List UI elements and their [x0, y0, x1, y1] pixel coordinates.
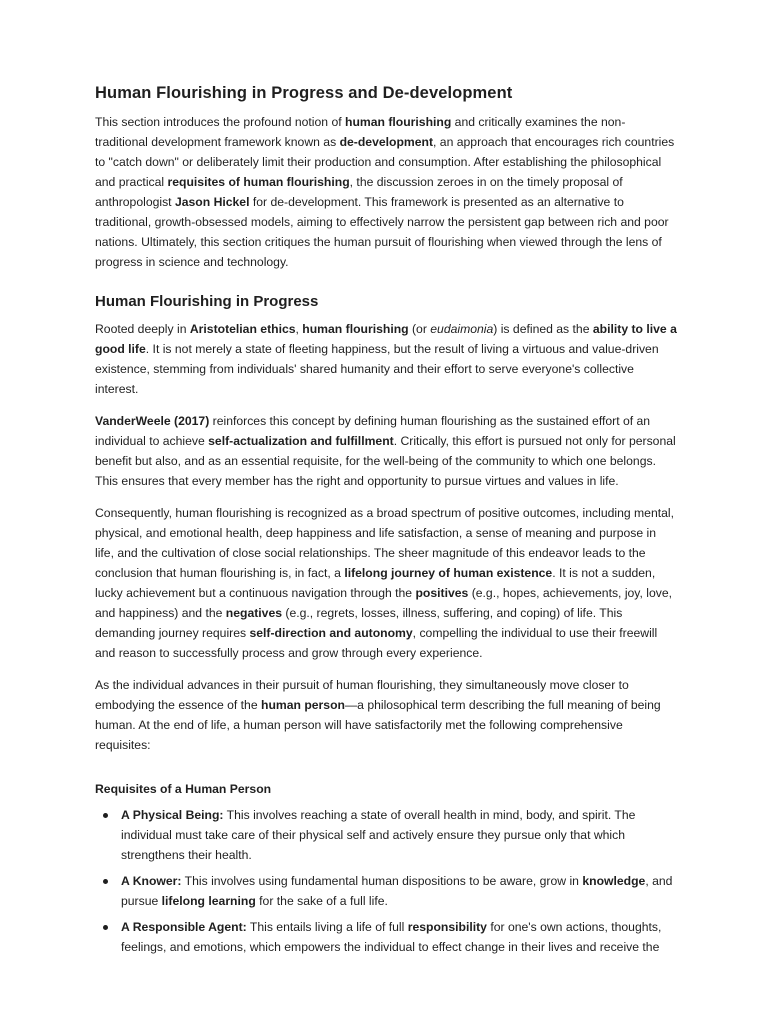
bullet-icon	[103, 879, 108, 884]
outcomes-paragraph: Consequently, human flourishing is recognized as a broad spectrum of positive outcomes, including mental, physical, and emotional health, deep happiness and life satisfaction, a sense of meaning and purpose in life, and the cultivation of close social relationships. The sheer magnitude of this endeavor leads to the conclusion that human flourishing is, in fact, a lifelong journey of human existence. It is not a sudden, lucky achievement but a continuous navigation through the positives (e.g., hopes, achievements, joy, love, and happiness) and the negatives (e.g., regrets, losses, illness, suffering, and coping) of life. This demanding journey requires self-direction and autonomy, compelling the individual to use their freewill and reason to successfully process and grow through every experience.	[95, 506, 674, 660]
section-title: Human Flourishing in Progress and De-development	[95, 84, 513, 102]
requisites-list	[95, 805, 678, 957]
list-item: A Responsible Agent: This entails living a life of full responsibility for one's own actions, thoughts, feelings, and emotions, which empowers the individual to effect change in their lives and receive the	[121, 917, 678, 957]
list-item: A Knower: This involves using fundamental human dispositions to be aware, grow in knowledge, and pursue lifelong learning for the sake of a full life.	[121, 871, 678, 911]
vanderweele-paragraph: VanderWeele (2017) reinforces this concept by defining human flourishing as the sustained effort of an individual to achieve self-actualization and fulfillment. Critically, this effort is pursued not only for personal benefit but also, and as an essential requisite, for the well-being of the community to which one belongs. This ensures that every member has the right and opportunity to pursue virtues and values in life.	[95, 414, 676, 488]
bullet-icon	[103, 925, 108, 930]
subsection-title: Human Flourishing in Progress	[95, 293, 319, 310]
requisites-heading: Requisites of a Human Person	[95, 782, 272, 796]
bullet-icon	[103, 813, 108, 818]
aristotle-paragraph: Rooted deeply in Aristotelian ethics, human flourishing (or eudaimonia) is defined as the ability to live a good life. It is not merely a state of fleeting happiness, but the result of living a virtuous and value-driven existence, stemming from individuals' shared humanity and their effort to serve everyone's collective interest.	[95, 322, 677, 396]
list-item: A Physical Being: This involves reaching a state of overall health in mind, body, and spirit. The individual must take care of their physical self and actively ensure they pursue only that which strengthens their health.	[121, 805, 678, 865]
intro-paragraph: This section introduces the profound notion of human flourishing and critically examines the non-traditional development framework known as de-development, an approach that encourages rich countries to "catch down" or deliberately limit their production and consumption. After establishing the philosophical and practical requisites of human flourishing, the discussion zeroes in on the timely proposal of anthropologist Jason Hickel for de-development. This framework is presented as an alternative to traditional, growth-obsessed models, aiming to effectively narrow the persistent gap between rich and poor nations. Ultimately, this section critiques the human pursuit of flourishing when viewed through the lens of progress in science and technology.	[95, 115, 675, 269]
human-person-paragraph: As the individual advances in their pursuit of human flourishing, they simultaneously move closer to embodying the essence of the human person—a philosophical term describing the full meaning of being human. At the end of life, a human person will have satisfactorily met the following comprehensive requisites:	[95, 678, 661, 752]
